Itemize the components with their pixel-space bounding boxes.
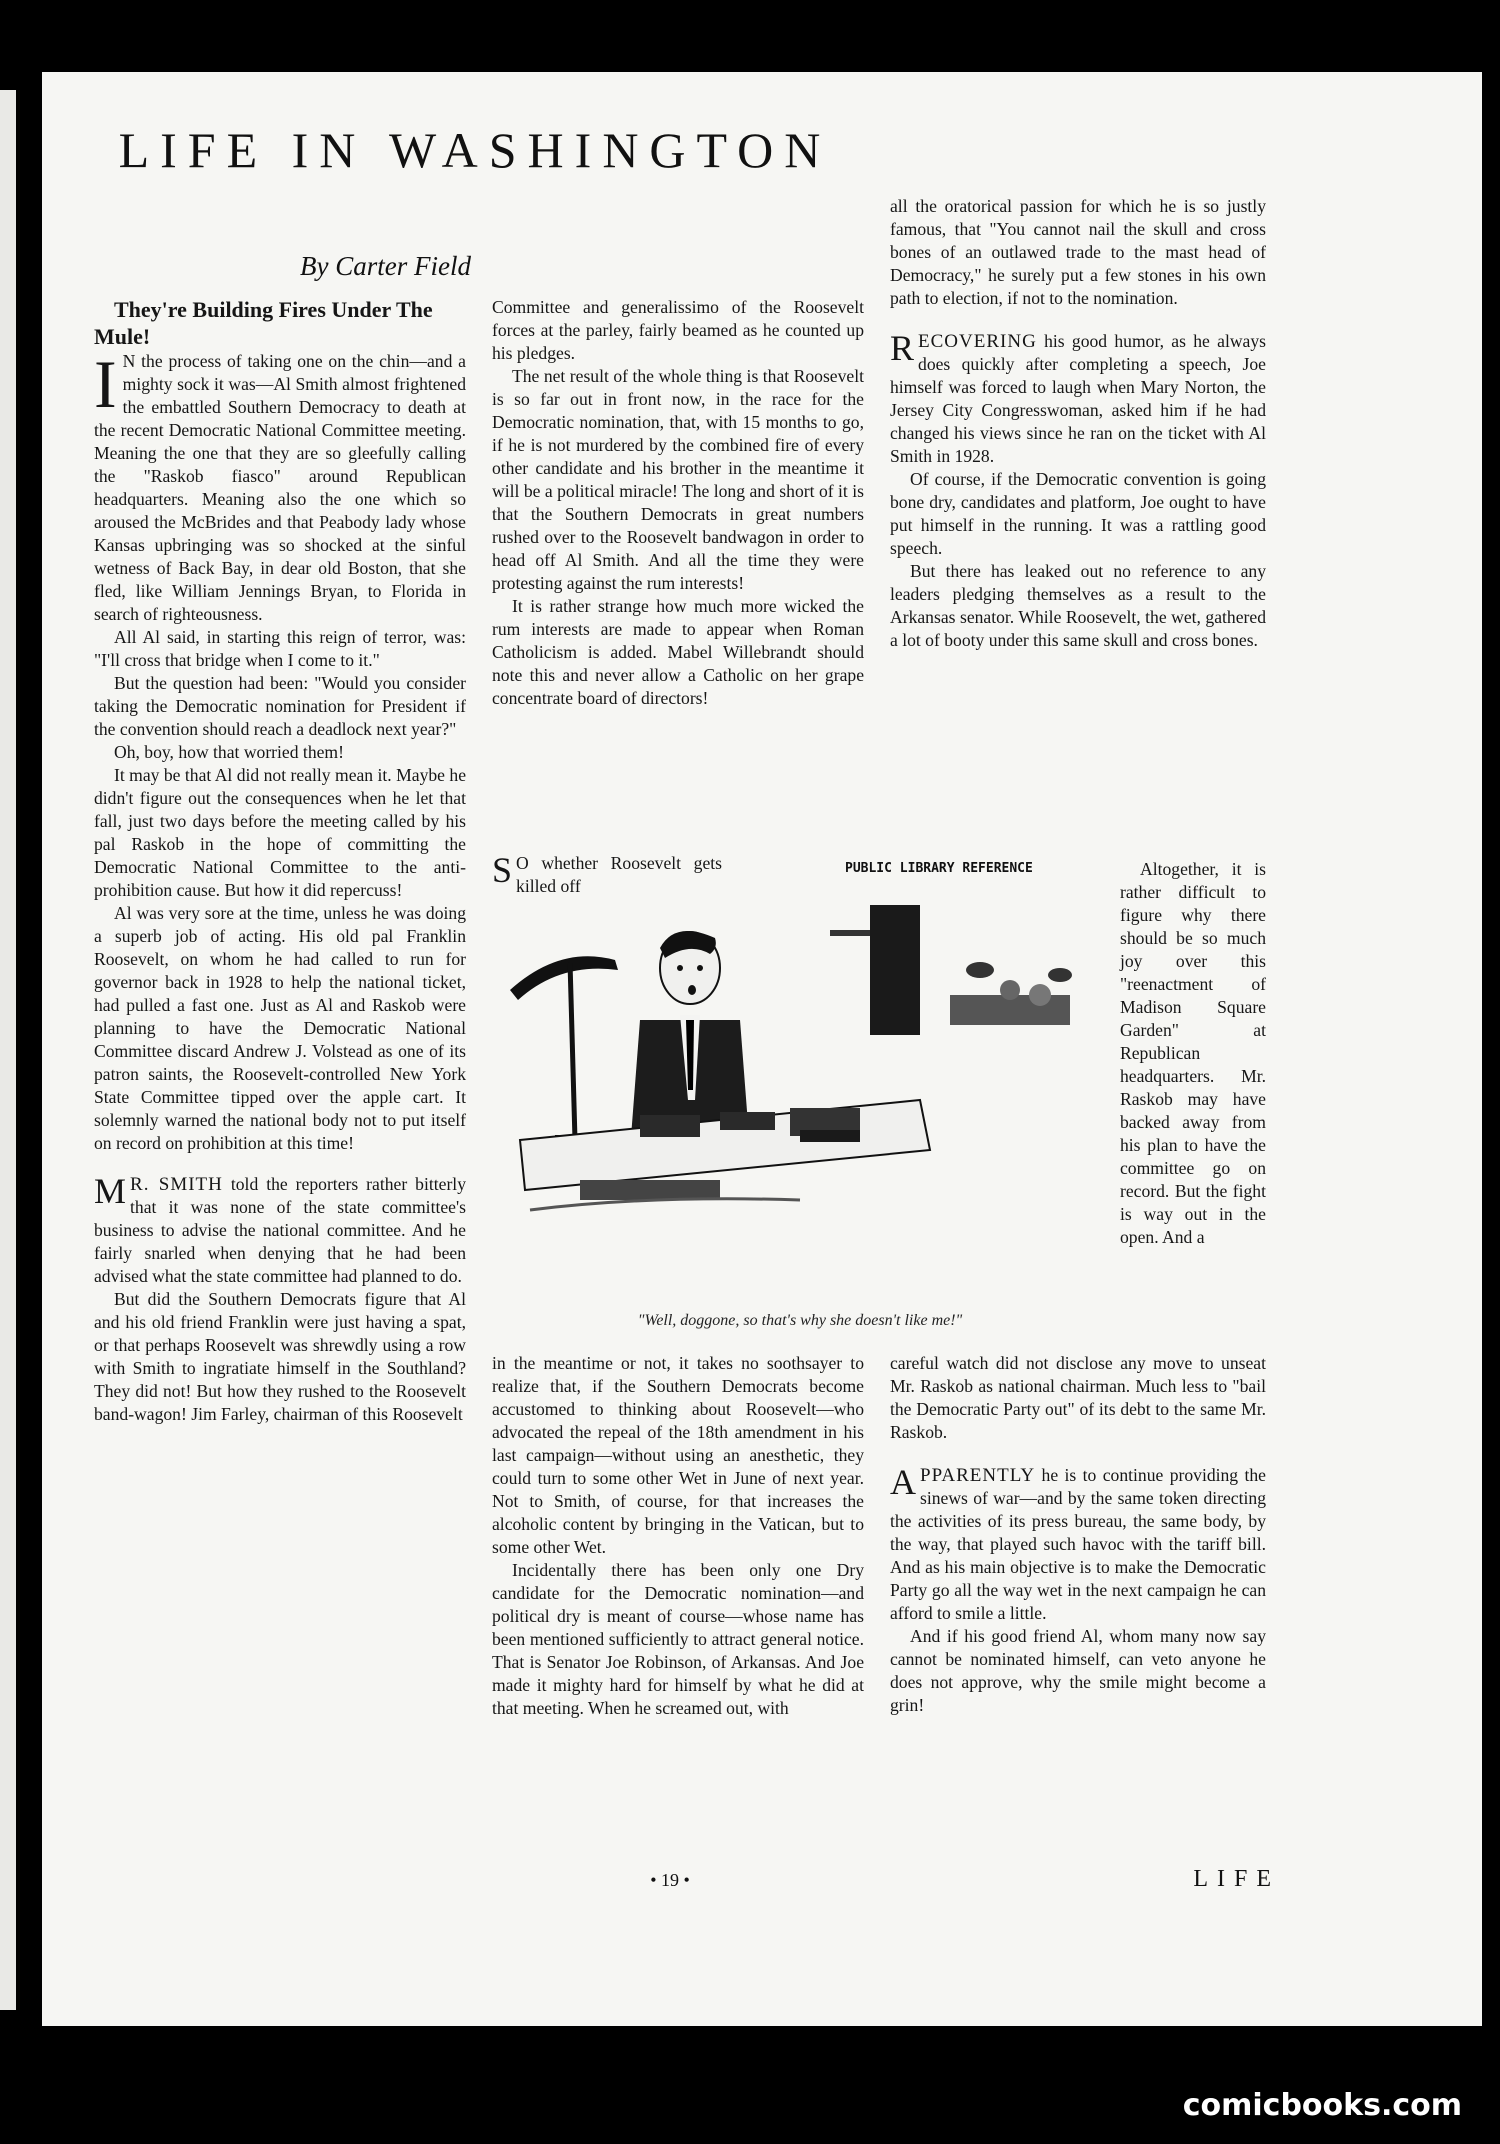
drop-cap: A — [890, 1462, 916, 1502]
desk-lamp-shade — [510, 956, 618, 1000]
paragraph-text: he is to continue providing the sinews of war—and by the same token directing the activities of its press bureau, the same body, by the way, that played such havoc with the tariff bill. And as his main objective is to make the Democratic Party go all the way wet in the next campaign he can afford to smile a little. — [890, 1465, 1266, 1623]
drop-cap: S — [492, 850, 513, 890]
paragraph-text: N the process of taking one on the chin—and a mighty sock it was—Al Smith almost frightened the embattled Southern Democracy to death at the recent Democratic National Committee meeting. Meaning the one that they are so gleefully calling the "Raskob fiasco" around Republican headquarters. Meaning also the one which so aroused the McBrides and that Peabody lady whose Kansas upbringing was so shocked at the sinful wetness of Back Bay, in dear old Boston, that she fled, like William Jennings Bryan, to Florida in search of righteousness. — [94, 351, 466, 624]
paragraph: But there has leaked out no reference to any leaders pledging themselves as a result to the Arkansas senator. While Roosevelt, the wet, gathered a lot of booty under this same skull and cross bones. — [890, 561, 1266, 650]
librarian-mouth — [688, 985, 696, 995]
page-number: • 19 • — [650, 1870, 690, 1890]
paragraph — [94, 346, 466, 626]
librarian-eye — [697, 965, 703, 971]
shelf-shape — [830, 930, 870, 936]
paragraph — [890, 1464, 1266, 1625]
column-2-top — [492, 296, 864, 710]
magazine-name: LIFE — [1193, 1866, 1280, 1892]
article-title: LIFE IN WASHINGTON — [118, 122, 832, 178]
paragraph: all the oratorical passion for which he is so justly famous, that "You cannot nail the skull and cross bones of an outlawed trade to the mast head of Democracy," he surely put a few stones in his own path to election, if not to the nomination. — [890, 196, 1266, 308]
paragraph: Oh, boy, how that worried them! — [114, 742, 344, 762]
paragraph: Of course, if the Democratic convention is going bone dry, candidates and platform, Joe ought to have put himself in the running. It was a rattling good speech. — [890, 469, 1266, 558]
library-sign: PUBLIC LIBRARY REFERENCE — [845, 861, 1033, 876]
site-watermark: comicbooks.com — [1182, 2088, 1462, 2123]
background-figure — [1029, 984, 1051, 1006]
background-lamp — [1048, 968, 1072, 982]
small-caps-lead: R. SMITH — [130, 1174, 223, 1195]
small-caps-lead: PPARENTLY — [920, 1465, 1036, 1486]
paragraph: It may be that Al did not really mean it. Maybe he didn't figure out the consequences when he let that fall, just two days before the meeting called by his pal Raskob in the hope of committing the Democratic National Committee to the anti-prohibition cause. But how it did repercuss! — [94, 765, 466, 900]
librarian-eye — [677, 965, 683, 971]
paragraph: But did the Southern Democrats figure that Al and his old friend Franklin were just having a spat, or that perhaps Roosevelt was shrewdly using a row with Smith to ingratiate himself in the Southland? They did not! But how they rushed to the Roosevelt band-wagon! Jim Farley, chairman of this Roosevelt — [94, 1289, 466, 1424]
cartoon-illustration — [500, 850, 1110, 1294]
small-caps-lead: ECOVERING — [918, 331, 1037, 352]
floor-shading — [530, 1199, 800, 1210]
column-3-top — [890, 195, 1266, 652]
book-stack — [720, 1112, 775, 1130]
paragraph: The net result of the whole thing is that Roosevelt is so far out in front now, in the race for the Democratic nomination, that, with 15 months to go, if he is not murdered by the combined fire of every other candidate and his brother in the meantime it will be a political miracle! The long and short of it is that the Southern Democrats in great numbers rushed over to the Roosevelt bandwagon in order to head off Al Smith. And all the time they were protesting against the rum interests! — [492, 366, 864, 593]
paragraph — [890, 330, 1266, 468]
paragraph: And if his good friend Al, whom many now say cannot be nominated himself, can veto anyone he does not approve, why the smile might become a grin! — [890, 1626, 1266, 1715]
column-2-bottom — [492, 1352, 864, 1720]
paragraph-text: told the reporters rather bitterly that it was none of the state committee's business to advise the national committee. And he fairly snarled when denying that he had been advised what the state committee had planned to do. — [94, 1174, 466, 1286]
paragraph: All Al said, in starting this reign of terror, was: "I'll cross that bridge when I come to it." — [94, 627, 466, 670]
paragraph: Altogether, it is rather difficult to figure why there should be so much joy over this "reenactment of Madison Square Garden" at Republican headquarters. Mr. Raskob may have backed away from his plan to have the committee go on record. But the fight is way out in the open. And a — [1120, 859, 1266, 1247]
paragraph: It is rather strange how much more wicked the rum interests are made to appear when Roman Catholicism is added. Mabel Willebrandt should note this and never allow a Catholic on her grape concentrate board of directors! — [492, 596, 864, 708]
drop-cap: M — [94, 1171, 127, 1211]
background-lamp — [966, 962, 994, 978]
paragraph: Al was very sore at the time, unless he was doing a superb job of acting. His old pal Franklin Roosevelt, on whom he had called to run for governor back in 1928 to help the national ticket, had pulled a fast one. Just as Al and Raskob were planning to have the Democratic National Committee discard Andrew J. Volstead as one of its patron saints, the Roosevelt-controlled New York State Committee tipped over the apple cart. It solemnly warned the national body not to put itself on record on prohibition at this time! — [94, 903, 466, 1153]
paragraph: in the meantime or not, it takes no soothsayer to realize that, if the Southern Democrats become accustomed to thinking about Roosevelt—who advocated the repeal of the 18th amendment in his last campaign—without using an anesthetic, they could turn to some other Wet in June of next year. Not to Smith, of course, for that increases the alcoholic content by bringing in the Vatican, but to some other Wet. — [492, 1353, 864, 1557]
floor-books — [580, 1180, 720, 1200]
column-1 — [94, 296, 466, 1426]
section-subhead: They're Building Fires Under The Mule! — [94, 297, 433, 349]
paragraph — [492, 852, 722, 898]
article-byline: By Carter Field — [300, 251, 471, 281]
paragraph — [94, 1173, 466, 1288]
desk-lamp-stand — [570, 962, 575, 1140]
drop-cap: R — [890, 328, 915, 368]
paragraph-text: his good humor, as he always does quickly after completing a speech, Joe himself was forced to laugh when Mary Norton, the Jersey City Congresswoman, asked him if he had changed his views since he ran on the ticket with Al Smith in 1928. — [890, 331, 1266, 466]
facing-page-edge — [0, 90, 16, 2010]
column-3-side — [1120, 858, 1266, 1249]
drop-cap: I — [94, 346, 117, 422]
book-stack — [800, 1130, 860, 1142]
paragraph: Committee and generalissimo of the Roosevelt forces at the parley, fairly beamed as he counted up his pledges. — [492, 297, 864, 363]
column-2-lead — [492, 852, 722, 898]
book-stack — [640, 1115, 700, 1137]
paragraph-text: O whether Roosevelt gets killed off — [516, 853, 722, 896]
shelf-shape — [870, 905, 920, 1035]
cartoon-caption: "Well, doggone, so that's why she doesn't like me!" — [637, 1312, 963, 1329]
paragraph: Incidentally there has been only one Dry candidate for the Democratic nomination—and political dry is meant of course—whose name has been mentioned sufficiently to attract general notice. That is Senator Joe Robinson, of Arkansas. And Joe made it mighty hard for himself by what he did at that meeting. When he screamed out, with — [492, 1560, 864, 1718]
column-3-bottom — [890, 1352, 1266, 1717]
paragraph: careful watch did not disclose any move to unseat Mr. Raskob as national chairman. Much less to "bail the Democratic Party out" of its debt to the same Mr. Raskob. — [890, 1353, 1266, 1442]
background-figure — [1000, 980, 1020, 1000]
paragraph: But the question had been: "Would you consider taking the Democratic nomination for President if the convention should reach a deadlock next year?" — [94, 673, 466, 739]
